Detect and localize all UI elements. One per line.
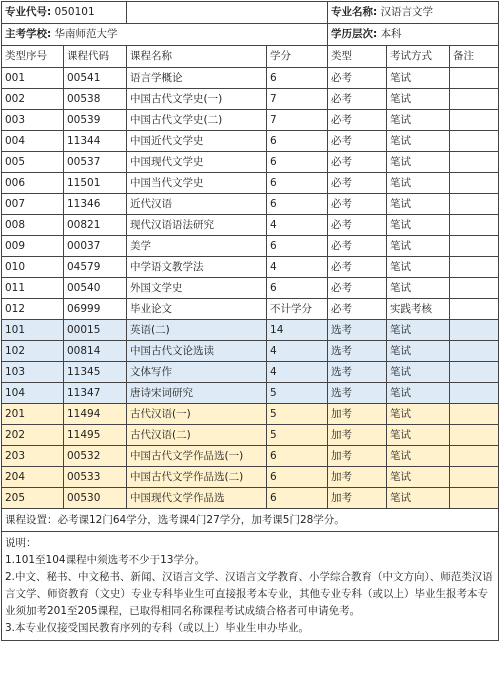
row-note xyxy=(450,110,499,131)
row-code: 00537 xyxy=(64,152,127,173)
row-type: 加考 xyxy=(328,404,387,425)
table-row xyxy=(2,404,499,425)
row-exam: 笔试 xyxy=(387,236,450,257)
table-row xyxy=(2,383,499,404)
course-plan-document xyxy=(1,1,498,641)
major-name-value: 汉语言文学 xyxy=(380,6,434,18)
table-row xyxy=(2,131,499,152)
row-note xyxy=(450,425,499,446)
row-note xyxy=(450,194,499,215)
row-code: 06999 xyxy=(64,299,127,320)
row-code: 11345 xyxy=(64,362,127,383)
row-course-name: 美学 xyxy=(127,236,267,257)
major-name-label: 专业名称: xyxy=(331,6,378,18)
row-exam: 笔试 xyxy=(387,278,450,299)
table-row xyxy=(2,173,499,194)
row-type: 必考 xyxy=(328,68,387,89)
column-header-type: 类型 xyxy=(328,46,387,68)
major-code-cell xyxy=(2,2,127,24)
row-seq: 005 xyxy=(2,152,64,173)
row-code: 00530 xyxy=(64,488,127,509)
table-row xyxy=(2,236,499,257)
notes-title: 说明： xyxy=(5,537,37,549)
school-cell xyxy=(2,24,328,46)
row-seq: 010 xyxy=(2,257,64,278)
row-credit: 4 xyxy=(267,341,328,362)
table-row xyxy=(2,299,499,320)
row-code: 11344 xyxy=(64,131,127,152)
row-type: 必考 xyxy=(328,299,387,320)
row-note xyxy=(450,215,499,236)
row-seq: 006 xyxy=(2,173,64,194)
table-row xyxy=(2,215,499,236)
row-exam: 笔试 xyxy=(387,194,450,215)
row-credit: 6 xyxy=(267,446,328,467)
table-row xyxy=(2,152,499,173)
table-row xyxy=(2,320,499,341)
row-code: 04579 xyxy=(64,257,127,278)
row-type: 加考 xyxy=(328,467,387,488)
row-seq: 011 xyxy=(2,278,64,299)
row-exam: 笔试 xyxy=(387,488,450,509)
row-exam: 笔试 xyxy=(387,89,450,110)
row-seq: 002 xyxy=(2,89,64,110)
row-code: 00541 xyxy=(64,68,127,89)
row-credit: 4 xyxy=(267,257,328,278)
row-credit: 6 xyxy=(267,68,328,89)
row-course-name: 中学语文教学法 xyxy=(127,257,267,278)
row-type: 加考 xyxy=(328,425,387,446)
row-exam: 笔试 xyxy=(387,152,450,173)
row-course-name: 毕业论文 xyxy=(127,299,267,320)
row-exam: 笔试 xyxy=(387,404,450,425)
row-note xyxy=(450,278,499,299)
row-code: 00821 xyxy=(64,215,127,236)
row-code: 11495 xyxy=(64,425,127,446)
row-seq: 204 xyxy=(2,467,64,488)
table-row xyxy=(2,341,499,362)
row-credit: 6 xyxy=(267,278,328,299)
row-seq: 101 xyxy=(2,320,64,341)
table-row xyxy=(2,467,499,488)
table-row xyxy=(2,446,499,467)
row-course-name: 古代汉语(二) xyxy=(127,425,267,446)
row-code: 00037 xyxy=(64,236,127,257)
notes-row xyxy=(2,532,499,641)
row-credit: 6 xyxy=(267,194,328,215)
row-note xyxy=(450,362,499,383)
row-credit: 4 xyxy=(267,362,328,383)
row-credit: 6 xyxy=(267,236,328,257)
row-course-name: 现代汉语语法研究 xyxy=(127,215,267,236)
row-seq: 004 xyxy=(2,131,64,152)
row-course-name: 中国当代文学史 xyxy=(127,173,267,194)
note-item-1: 1.101至104课程中须选考不少于13学分。 xyxy=(5,554,205,566)
table-row xyxy=(2,194,499,215)
row-note xyxy=(450,488,499,509)
row-code: 11347 xyxy=(64,383,127,404)
row-note xyxy=(450,173,499,194)
row-credit: 5 xyxy=(267,404,328,425)
row-type: 选考 xyxy=(328,362,387,383)
column-header-note: 备注 xyxy=(450,46,499,68)
row-seq: 202 xyxy=(2,425,64,446)
row-course-name: 中国古代文学史(一) xyxy=(127,89,267,110)
row-code: 11346 xyxy=(64,194,127,215)
row-exam: 笔试 xyxy=(387,131,450,152)
row-code: 00532 xyxy=(64,446,127,467)
row-credit: 5 xyxy=(267,383,328,404)
row-note xyxy=(450,152,499,173)
summary-row xyxy=(2,509,499,532)
table-row xyxy=(2,110,499,131)
row-seq: 102 xyxy=(2,341,64,362)
course-table xyxy=(1,1,499,641)
row-seq: 007 xyxy=(2,194,64,215)
row-course-name: 中国古代文学作品选(一) xyxy=(127,446,267,467)
major-code-value: 050101 xyxy=(54,6,95,18)
row-seq: 205 xyxy=(2,488,64,509)
row-course-name: 中国现代文学作品选 xyxy=(127,488,267,509)
row-seq: 008 xyxy=(2,215,64,236)
table-row xyxy=(2,425,499,446)
table-row xyxy=(2,278,499,299)
table-row xyxy=(2,362,499,383)
row-exam: 笔试 xyxy=(387,446,450,467)
row-exam: 笔试 xyxy=(387,341,450,362)
school-label: 主考学校: xyxy=(5,28,52,40)
row-credit: 6 xyxy=(267,173,328,194)
row-seq: 103 xyxy=(2,362,64,383)
row-course-name: 英语(二) xyxy=(127,320,267,341)
major-name-cell xyxy=(328,2,499,24)
row-exam: 笔试 xyxy=(387,320,450,341)
row-note xyxy=(450,236,499,257)
row-seq: 003 xyxy=(2,110,64,131)
row-course-name: 中国古代文论选读 xyxy=(127,341,267,362)
row-course-name: 唐诗宋词研究 xyxy=(127,383,267,404)
row-course-name: 语言学概论 xyxy=(127,68,267,89)
row-course-name: 文体写作 xyxy=(127,362,267,383)
row-code: 00814 xyxy=(64,341,127,362)
row-code: 11501 xyxy=(64,173,127,194)
row-exam: 笔试 xyxy=(387,68,450,89)
row-credit: 5 xyxy=(267,425,328,446)
column-header-seq: 类型序号 xyxy=(2,46,64,68)
row-course-name: 近代汉语 xyxy=(127,194,267,215)
column-header-credit: 学分 xyxy=(267,46,328,68)
row-type: 必考 xyxy=(328,236,387,257)
note-item-2: 2.中文、秘书、中文秘书、新闻、汉语言文学、汉语言文学教育、小学综合教育（中文方向）、师范类汉语言文学、师资教育（文史）专业专科毕业生可直接报考本专业，其他专业专科（或以上）毕业生报考本专业须加考201至205课程，已取得相同名称课程考试成绩合格者可申请免考。 xyxy=(5,571,493,617)
row-credit: 4 xyxy=(267,215,328,236)
column-header-name: 课程名称 xyxy=(127,46,267,68)
row-credit: 6 xyxy=(267,467,328,488)
row-type: 必考 xyxy=(328,257,387,278)
row-exam: 笔试 xyxy=(387,467,450,488)
row-code: 00539 xyxy=(64,110,127,131)
row-note xyxy=(450,299,499,320)
notes-cell xyxy=(2,532,499,641)
row-seq: 201 xyxy=(2,404,64,425)
row-code: 00538 xyxy=(64,89,127,110)
row-type: 选考 xyxy=(328,341,387,362)
row-code: 00533 xyxy=(64,467,127,488)
row-type: 必考 xyxy=(328,278,387,299)
row-seq: 104 xyxy=(2,383,64,404)
level-cell xyxy=(328,24,499,46)
row-exam: 笔试 xyxy=(387,257,450,278)
header-row-2 xyxy=(2,24,499,46)
row-course-name: 中国近代文学史 xyxy=(127,131,267,152)
row-code: 00540 xyxy=(64,278,127,299)
row-type: 必考 xyxy=(328,89,387,110)
row-exam: 笔试 xyxy=(387,215,450,236)
row-type: 必考 xyxy=(328,152,387,173)
row-credit: 6 xyxy=(267,152,328,173)
major-code-label: 专业代号: xyxy=(5,6,52,18)
row-seq: 009 xyxy=(2,236,64,257)
school-value: 华南师范大学 xyxy=(54,28,118,40)
row-note xyxy=(450,320,499,341)
row-type: 必考 xyxy=(328,110,387,131)
row-note xyxy=(450,131,499,152)
row-note xyxy=(450,68,499,89)
row-credit: 不计学分 xyxy=(267,299,328,320)
header-spacer-cell xyxy=(127,2,328,24)
row-note xyxy=(450,341,499,362)
row-note xyxy=(450,404,499,425)
row-type: 选考 xyxy=(328,320,387,341)
row-exam: 实践考核 xyxy=(387,299,450,320)
row-course-name: 中国古代文学作品选(二) xyxy=(127,467,267,488)
row-exam: 笔试 xyxy=(387,110,450,131)
row-exam: 笔试 xyxy=(387,383,450,404)
row-credit: 6 xyxy=(267,488,328,509)
row-code: 00015 xyxy=(64,320,127,341)
row-credit: 7 xyxy=(267,89,328,110)
row-credit: 14 xyxy=(267,320,328,341)
level-label: 学历层次: xyxy=(331,28,378,40)
row-seq: 001 xyxy=(2,68,64,89)
row-code: 11494 xyxy=(64,404,127,425)
row-course-name: 外国文学史 xyxy=(127,278,267,299)
row-type: 加考 xyxy=(328,488,387,509)
row-note xyxy=(450,257,499,278)
header-row-1 xyxy=(2,2,499,24)
row-seq: 012 xyxy=(2,299,64,320)
row-exam: 笔试 xyxy=(387,173,450,194)
table-row xyxy=(2,257,499,278)
column-header-code: 课程代码 xyxy=(64,46,127,68)
course-summary: 课程设置：必考课12门64学分，选考课4门27学分，加考课5门28学分。 xyxy=(2,509,499,532)
row-course-name: 古代汉语(一) xyxy=(127,404,267,425)
table-row xyxy=(2,488,499,509)
row-type: 必考 xyxy=(328,194,387,215)
column-header-row xyxy=(2,46,499,68)
table-row xyxy=(2,89,499,110)
row-credit: 7 xyxy=(267,110,328,131)
row-note xyxy=(450,446,499,467)
row-exam: 笔试 xyxy=(387,362,450,383)
row-course-name: 中国现代文学史 xyxy=(127,152,267,173)
row-type: 必考 xyxy=(328,173,387,194)
row-note xyxy=(450,89,499,110)
row-seq: 203 xyxy=(2,446,64,467)
row-type: 选考 xyxy=(328,383,387,404)
column-header-exam: 考试方式 xyxy=(387,46,450,68)
row-course-name: 中国古代文学史(二) xyxy=(127,110,267,131)
row-note xyxy=(450,383,499,404)
row-type: 加考 xyxy=(328,446,387,467)
note-item-3: 3.本专业仅接受国民教育序列的专科（或以上）毕业生申办毕业。 xyxy=(5,622,310,634)
row-exam: 笔试 xyxy=(387,425,450,446)
row-credit: 6 xyxy=(267,131,328,152)
row-type: 必考 xyxy=(328,131,387,152)
table-row xyxy=(2,68,499,89)
row-type: 必考 xyxy=(328,215,387,236)
row-note xyxy=(450,467,499,488)
level-value: 本科 xyxy=(380,28,402,40)
